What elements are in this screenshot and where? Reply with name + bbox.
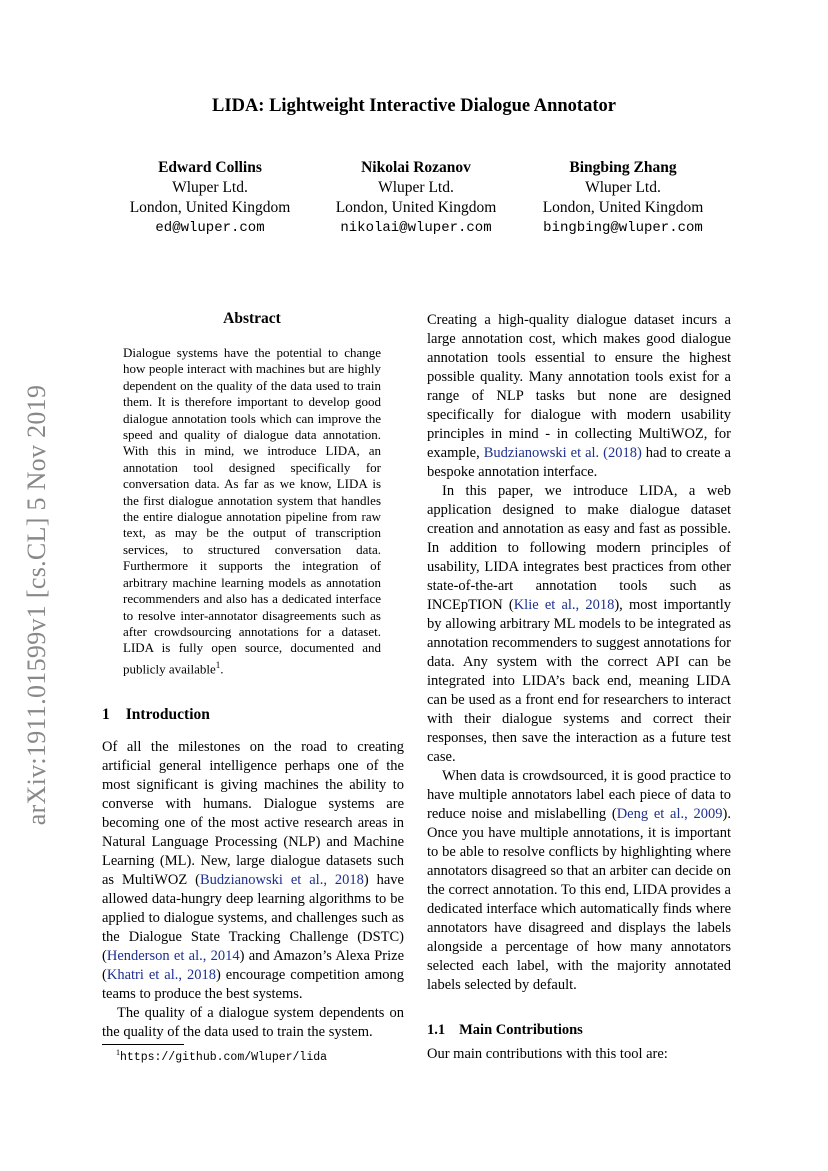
citation-link[interactable]: Budzianowski et al., 2018 xyxy=(199,872,364,888)
footnote-url-link[interactable]: https://github.com/Wluper/lida xyxy=(120,1051,328,1064)
paragraph-text: Creating a high-quality dialogue dataset incurs a large annotation cost, which makes good dialogue annotation tools essential to ensure the highest possible quality. Many annotation tools exist for a range of NLP tasks but none are designed specifically for dialogue with modern usability principles in mind - in collecting MultiWOZ, for example, xyxy=(427,312,731,461)
author-affiliation: Wluper Ltd. xyxy=(172,179,248,196)
author-block-2 xyxy=(316,158,516,238)
paragraph: The quality of a dialogue system dependents on the quality of the data used to train the system. xyxy=(102,1005,404,1040)
arxiv-identifier-text: arXiv:1911.01599v1 [cs.CL] 5 Nov 2019 xyxy=(22,384,51,826)
arxiv-identifier xyxy=(14,370,60,840)
subsection-title: Main Contributions xyxy=(459,1022,583,1038)
paragraph-text: ), most importantly by allowing arbitrary ML models to be integrated as annotation recommenders to suggest annotations for data. Any system with the correct API can be integrated into LIDA’s back end, meaning LIDA can be used as a front end for researchers to interact with their dialogue systems and correct their responses, then save the interaction as a future test case. xyxy=(427,597,731,765)
abstract-text: Dialogue systems have the potential to change how people interact with machines but are highly dependent on the quality of the data used to train them. It is therefore important to develop good dialogue annotation tools which can improve the speed and quality of dialogue data annotation. With this in mind, we introduce LIDA, an annotation tool designed specifically for conversation data. As far as we know, LIDA is the first dialogue annotation system that handles the entire dialogue annotation pipeline from raw text, as may be the output of transcription services, to structured conversation data. Furthermore it supports the integration of arbitrary machine learning models as annotation recommenders and also has a dedicated interface to resolve inter-annotator disagreements such as after crowdsourcing annotations for a dataset. LIDA is fully open source, documented and publicly available xyxy=(123,345,381,677)
author-email: bingbing@wluper.com xyxy=(543,220,703,236)
author-email: nikolai@wluper.com xyxy=(340,220,492,236)
paper-title: LIDA: Lightweight Interactive Dialogue Annotator xyxy=(212,96,616,116)
author-block-1 xyxy=(110,158,310,238)
section-heading-introduction xyxy=(102,706,210,724)
author-affiliation: Wluper Ltd. xyxy=(378,179,454,196)
author-location: London, United Kingdom xyxy=(129,199,291,216)
footnote xyxy=(116,1048,327,1064)
author-block-3 xyxy=(520,158,726,238)
citation-link[interactable]: Henderson et al., 2014 xyxy=(106,948,240,964)
paragraph-text: When data is crowdsourced, it is good practice to have multiple annotators label each piece of data to reduce noise and mislabelling ( xyxy=(427,768,731,822)
paragraph-text: In this paper, we introduce LIDA, a web application designed to make dialogue dataset creation and annotation as easy and fast as possible. In addition to following modern principles of usability, LIDA integrates best practices from other state-of-the-art annotation tools such as INCEpTION ( xyxy=(427,483,731,613)
section-number: 1 xyxy=(102,706,110,723)
paragraph-text: ) and Amazon’s Alexa Prize ( xyxy=(102,948,404,983)
citation-link[interactable]: Klie et al., 2018 xyxy=(513,597,615,613)
author-affiliation: Wluper Ltd. xyxy=(585,179,661,196)
abstract-body xyxy=(123,345,381,677)
citation-link[interactable]: Khatri et al., 2018 xyxy=(106,967,216,983)
footnote-rule xyxy=(102,1044,184,1045)
footnote-number: 1 xyxy=(116,1048,120,1057)
right-column-body xyxy=(427,311,731,995)
author-name: Nikolai Rozanov xyxy=(361,159,471,176)
paragraph-text: had to create a bespoke annotation interface. xyxy=(427,445,731,480)
citation-link[interactable]: Deng et al., 2009 xyxy=(616,806,723,822)
subsection-heading-main-contributions xyxy=(427,1022,583,1039)
author-location: London, United Kingdom xyxy=(542,199,704,216)
paragraph-text: ). Once you have multiple annotations, it is important to be able to resolve conflicts by highlighting where annotators disagreed so that an arbiter can decide on the correct annotation. To this end, LIDA provides a dedicated interface which automatically finds where annotators have disagreed and displays the labels alongside a percentage of how many annotators selected each label, with the majority annotated labels selected by default. xyxy=(427,806,731,993)
paragraph xyxy=(427,767,731,995)
author-email: ed@wluper.com xyxy=(155,220,265,236)
paragraph: Our main contributions with this tool are: xyxy=(427,1046,668,1062)
section-title: Introduction xyxy=(125,706,210,723)
author-name: Edward Collins xyxy=(158,159,262,176)
paragraph xyxy=(427,482,731,767)
left-column-body xyxy=(102,738,404,1042)
author-location: London, United Kingdom xyxy=(335,199,497,216)
paragraph xyxy=(427,311,731,482)
citation-link[interactable]: Budzianowski et al. (2018) xyxy=(483,445,642,461)
abstract-heading: Abstract xyxy=(223,310,281,327)
abstract-end: . xyxy=(220,661,224,677)
paragraph-text: ) encourage competition among teams to produce the best systems. xyxy=(102,967,404,1002)
author-name: Bingbing Zhang xyxy=(569,159,677,176)
paragraph-text: ) have allowed data-hungry deep learning algorithms to be applied to dialogue systems, and challenges such as the Dialogue State Tracking Challenge (DSTC) ( xyxy=(102,872,404,964)
subsection-number: 1.1 xyxy=(427,1022,446,1038)
paragraph xyxy=(102,738,404,1004)
footnote-marker: 1 xyxy=(215,659,221,670)
paragraph-text: Of all the milestones on the road to creating artificial general intelligence perhaps one of the most significant is giving machines the ability to converse with humans. Dialogue systems are becoming one of the most active research areas in Natural Language Processing (NLP) and Machine Learning (ML). New, large dialogue datasets such as MultiWOZ ( xyxy=(102,739,404,888)
